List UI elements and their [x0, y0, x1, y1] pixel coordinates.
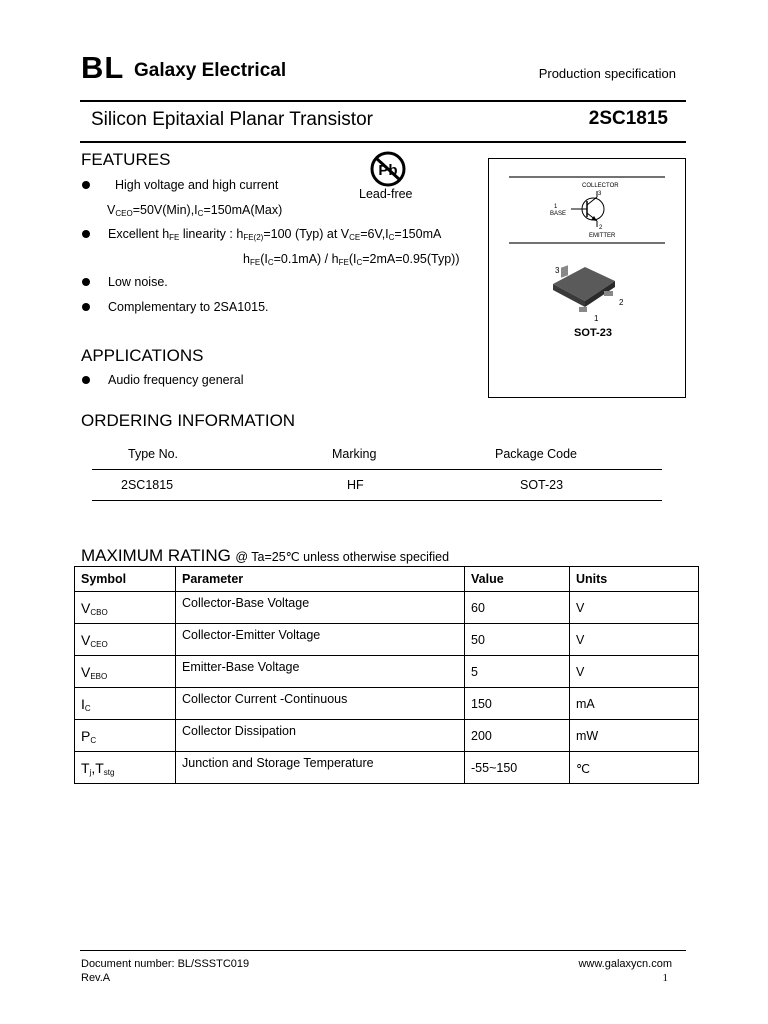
website-link[interactable]: www.galaxycn.com — [578, 958, 672, 970]
svg-text:2: 2 — [599, 225, 603, 231]
table-row — [75, 752, 699, 784]
svg-text:EMITTER: EMITTER — [589, 233, 616, 239]
ordering-col-marking: Marking — [332, 447, 377, 461]
feature-item: Low noise. — [108, 275, 168, 289]
parameter-cell: Collector Current -Continuous — [182, 692, 348, 706]
parameter-cell: Collector-Emitter Voltage — [182, 628, 321, 642]
svg-text:Pb: Pb — [378, 162, 398, 179]
ordering-package: SOT-23 — [520, 478, 564, 492]
features-heading: FEATURES — [81, 150, 171, 169]
ordering-rule — [92, 500, 662, 501]
document-title: Silicon Epitaxial Planar Transistor — [91, 109, 373, 130]
symbol-cell: $V_{EBO}$ — [81, 664, 108, 681]
feature-item: High voltage and high current — [115, 178, 279, 192]
parameter-cell: Emitter-Base Voltage — [182, 660, 300, 674]
company-name: Galaxy Electrical — [134, 60, 287, 81]
part-number: 2SC1815 — [588, 108, 668, 129]
unit-cell: V — [576, 665, 585, 679]
col-units: Units — [570, 567, 699, 592]
ordering-type: 2SC1815 — [121, 478, 174, 492]
svg-text:3: 3 — [598, 191, 602, 197]
svg-text:BASE: BASE — [550, 211, 567, 217]
table-row — [75, 592, 699, 624]
value-cell: 5 — [471, 665, 478, 679]
revision: Rev.A — [81, 972, 111, 984]
parameter-cell: Collector Dissipation — [182, 724, 296, 738]
value-cell: 200 — [471, 729, 492, 743]
unit-cell: V — [576, 601, 585, 615]
value-cell: 50 — [471, 633, 485, 647]
unit-cell: V — [576, 633, 585, 647]
unit-cell: ℃ — [576, 762, 591, 776]
symbol-cell: $V_{CEO}$ — [81, 632, 108, 649]
value-cell: -55~150 — [471, 761, 518, 775]
production-spec-label: Production specification — [538, 66, 676, 81]
feature-item-line2: $V_{CEO}=50V(Min),I_C=150mA(Max)$ — [107, 203, 283, 218]
svg-text:2: 2 — [619, 298, 624, 307]
logo-bl: BL — [81, 50, 125, 85]
document-number: Document number: BL/SSSTC019 — [81, 958, 250, 970]
col-parameter: Parameter — [176, 567, 465, 592]
col-value: Value — [465, 567, 570, 592]
unit-cell: mW — [576, 729, 599, 743]
lead-free-label: Lead-free — [359, 187, 413, 201]
max-rating-table — [74, 566, 699, 784]
svg-text:1: 1 — [554, 204, 558, 210]
ordering-rule — [92, 469, 662, 470]
bullet — [82, 278, 90, 286]
value-cell: 150 — [471, 697, 492, 711]
ordering-col-package: Package Code — [495, 447, 578, 461]
page-number: 1 — [662, 972, 668, 984]
table-row — [75, 720, 699, 752]
lead-free-icon — [367, 150, 409, 188]
footer-rule — [80, 950, 686, 951]
symbol-cell: $T_j,T_{stg}$ — [81, 760, 115, 777]
application-item: Audio frequency general — [108, 373, 244, 387]
feature-item-line2: $h_{FE}(I_C=0.1mA) / h_{FE}(I_C=2mA=0.95(Typ))$ — [243, 252, 460, 267]
bullet — [82, 376, 90, 384]
feature-item: Complementary to 2SA1015. — [108, 300, 269, 314]
unit-cell: mA — [576, 697, 595, 711]
parameter-cell: Collector-Base Voltage — [182, 596, 310, 610]
symbol-cell: $V_{CBO}$ — [81, 600, 108, 617]
bullet — [82, 230, 90, 238]
table-row — [75, 656, 699, 688]
symbol-cell: $I_C$ — [81, 696, 91, 713]
header-rule-top — [80, 100, 686, 102]
applications-heading: APPLICATIONS — [81, 346, 204, 365]
bullet — [82, 181, 90, 189]
bullet — [82, 303, 90, 311]
svg-text:1: 1 — [594, 314, 599, 323]
ordering-heading: ORDERING INFORMATION — [81, 411, 296, 430]
parameter-cell: Junction and Storage Temperature — [182, 756, 374, 770]
col-symbol: Symbol — [75, 567, 176, 592]
value-cell: 60 — [471, 601, 485, 615]
package-diagram — [488, 158, 686, 398]
ordering-marking: HF — [347, 478, 364, 492]
table-row — [75, 688, 699, 720]
header-rule-bottom — [80, 141, 686, 143]
feature-item: Excellent $h_{FE}$ linearity : $h_{FE(2)}=100$ (Typ) at $V_{CE}=6V,I_C=150mA$ — [108, 227, 442, 242]
table-header-row — [75, 567, 699, 592]
svg-text:SOT-23: SOT-23 — [574, 327, 612, 339]
svg-text:COLLECTOR: COLLECTOR — [582, 183, 619, 189]
table-row — [75, 624, 699, 656]
ordering-col-type: Type No. — [128, 447, 179, 461]
max-rating-heading: MAXIMUM RATING @ Ta=25℃ unless otherwise specified — [81, 546, 450, 565]
svg-text:3: 3 — [555, 266, 560, 275]
symbol-cell: $P_C$ — [81, 728, 97, 745]
